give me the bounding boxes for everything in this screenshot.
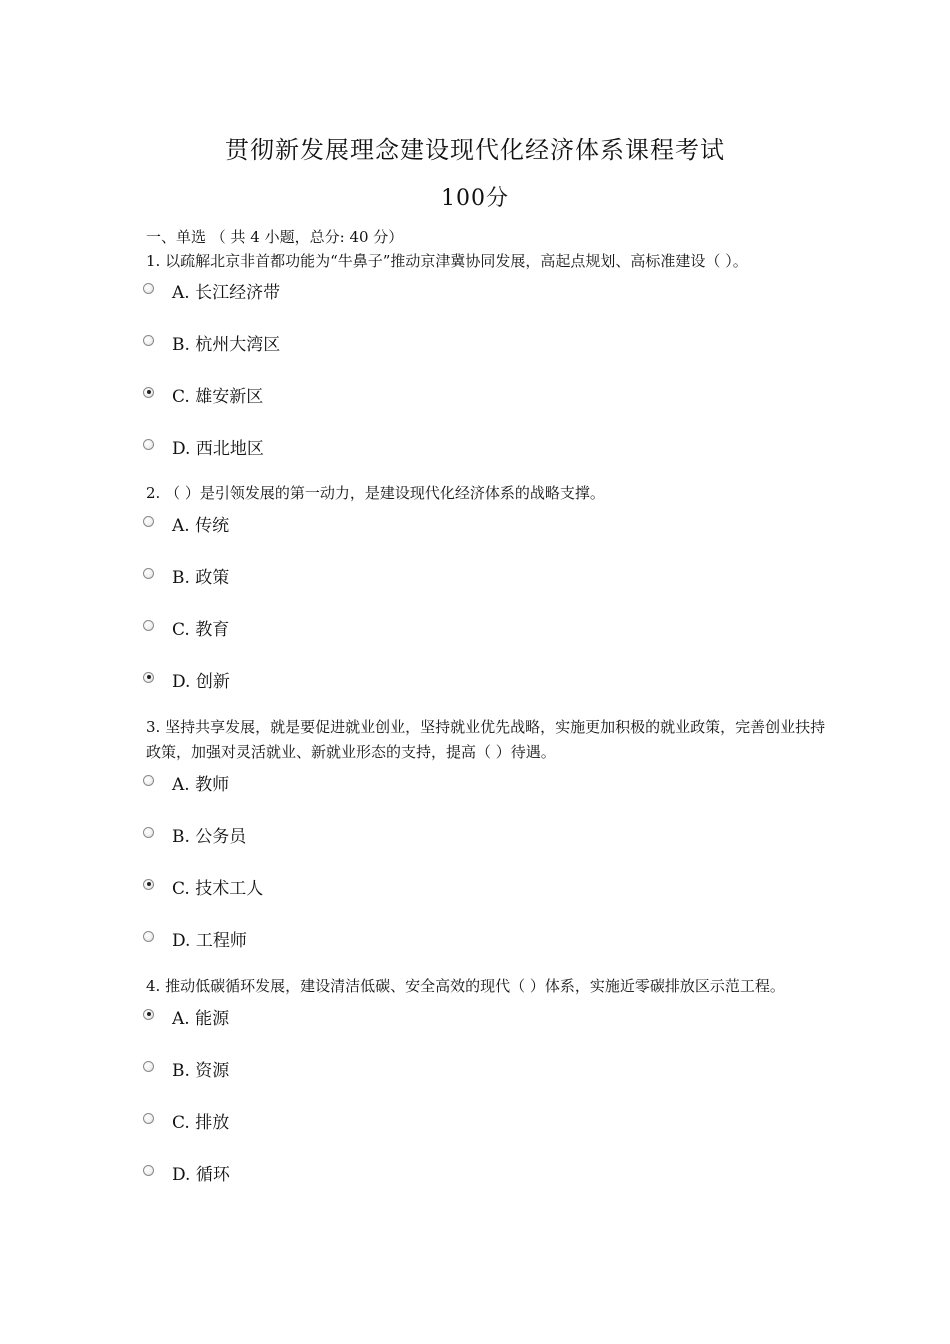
radio-button-icon[interactable] (143, 1165, 154, 1176)
exam-score: 100分 (441, 186, 509, 211)
option-label: A. 传统 (172, 516, 230, 536)
question-3-stem: 3. 坚持共享发展，就是要促进就业创业，坚持就业优先战略，实施更加积极的就业政策，完善创业扶持政策，加强对灵活就业、新就业形态的支持，提高（ ）待遇。 (146, 718, 826, 761)
radio-button-icon[interactable] (143, 879, 154, 890)
radio-button-icon[interactable] (143, 775, 154, 786)
question-1-option-a[interactable] (143, 279, 280, 307)
question-3-option-b[interactable] (143, 823, 246, 851)
question-3-option-d[interactable] (143, 927, 247, 955)
option-label: A. 教师 (172, 775, 230, 795)
question-1 (146, 249, 826, 274)
radio-button-icon[interactable] (143, 439, 154, 450)
question-4 (146, 974, 846, 999)
radio-button-icon[interactable] (143, 387, 154, 398)
radio-button-icon[interactable] (143, 568, 154, 579)
radio-button-icon[interactable] (143, 672, 154, 683)
option-label: A. 长江经济带 (172, 283, 281, 303)
question-2-option-d[interactable] (143, 668, 230, 696)
option-label: D. 工程师 (172, 931, 247, 951)
question-1-option-c[interactable] (143, 383, 263, 411)
question-4-option-a[interactable] (143, 1005, 229, 1033)
question-1-option-b[interactable] (143, 331, 280, 359)
question-2-option-c[interactable] (143, 616, 229, 644)
option-label: C. 技术工人 (172, 879, 264, 899)
radio-button-icon[interactable] (143, 1113, 154, 1124)
option-label: D. 创新 (172, 672, 230, 692)
radio-button-icon[interactable] (143, 827, 154, 838)
radio-button-icon[interactable] (143, 283, 154, 294)
question-3-option-a[interactable] (143, 771, 229, 799)
option-label: A. 能源 (172, 1009, 230, 1029)
option-label: B. 杭州大湾区 (172, 335, 281, 355)
question-3 (146, 715, 826, 765)
option-label: B. 政策 (172, 568, 230, 588)
question-2-option-b[interactable] (143, 564, 229, 592)
section-heading: 一、单选 （ 共 4 小题，总分: 40 分） (146, 228, 404, 246)
exam-title: 贯彻新发展理念建设现代化经济体系课程考试 (225, 136, 725, 164)
radio-button-icon[interactable] (143, 335, 154, 346)
question-2-option-a[interactable] (143, 512, 229, 540)
question-4-option-c[interactable] (143, 1109, 229, 1137)
option-label: D. 西北地区 (172, 439, 264, 459)
question-4-option-b[interactable] (143, 1057, 229, 1085)
question-4-stem: 4. 推动低碳循环发展，建设清洁低碳、安全高效的现代（ ）体系，实施近零碳排放区示范工程。 (146, 977, 785, 995)
option-label: D. 循环 (172, 1165, 230, 1185)
question-1-stem: 1. 以疏解北京非首都功能为“牛鼻子”推动京津冀协同发展，高起点规划、高标准建设（ ）。 (146, 252, 748, 270)
option-label: C. 雄安新区 (172, 387, 264, 407)
radio-button-icon[interactable] (143, 620, 154, 631)
question-4-option-d[interactable] (143, 1161, 230, 1189)
question-1-option-d[interactable] (143, 435, 264, 463)
radio-button-icon[interactable] (143, 1009, 154, 1020)
radio-button-icon[interactable] (143, 516, 154, 527)
question-2 (146, 481, 826, 506)
question-3-option-c[interactable] (143, 875, 263, 903)
radio-button-icon[interactable] (143, 931, 154, 942)
option-label: B. 公务员 (172, 827, 247, 847)
option-label: C. 教育 (172, 620, 230, 640)
option-label: B. 资源 (172, 1061, 230, 1081)
radio-button-icon[interactable] (143, 1061, 154, 1072)
question-2-stem: 2. （ ）是引领发展的第一动力，是建设现代化经济体系的战略支撑。 (146, 484, 605, 502)
option-label: C. 排放 (172, 1113, 230, 1133)
